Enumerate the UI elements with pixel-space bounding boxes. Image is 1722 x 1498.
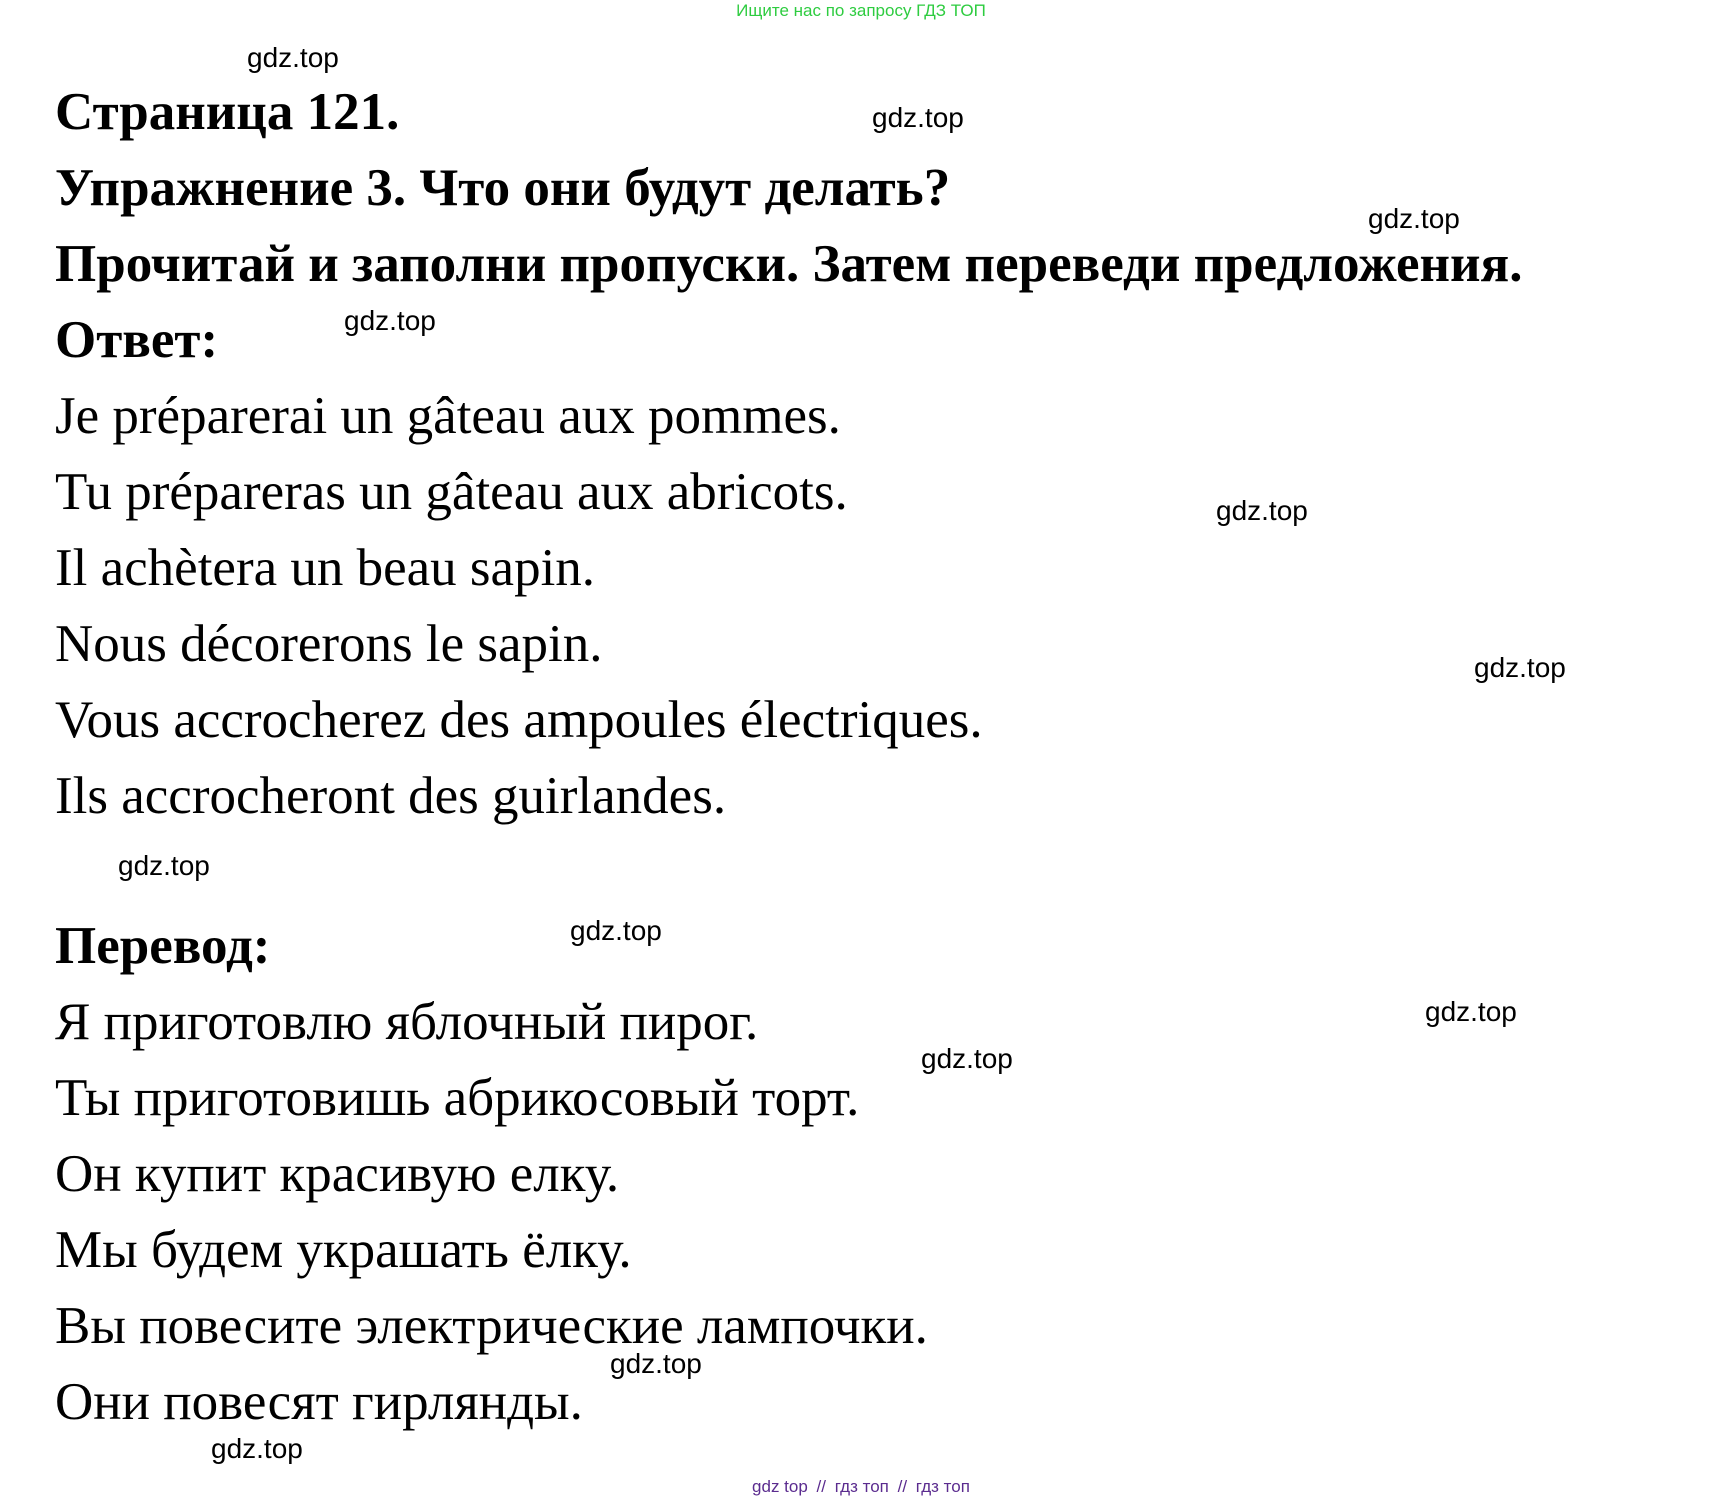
watermark: gdz.top bbox=[247, 42, 339, 73]
translation-label: Перевод: bbox=[55, 917, 271, 975]
translation-line: Я приготовлю яблочный пирог. bbox=[55, 993, 759, 1051]
answer-line: Ils accrocheront des guirlandes. bbox=[55, 767, 727, 825]
answer-line: Je préparerai un gâteau aux pommes. bbox=[55, 387, 841, 445]
footer-separator: // bbox=[897, 1477, 908, 1496]
footer-link[interactable]: gdz top bbox=[752, 1477, 808, 1496]
answer-line: Il achètera un beau sapin. bbox=[55, 539, 596, 597]
translation-line: Вы повесите электрические лампочки. bbox=[55, 1297, 928, 1355]
footer-links bbox=[0, 1477, 1722, 1497]
translation-line: Он купит красивую елку. bbox=[55, 1145, 620, 1203]
translation-line: Мы будем украшать ёлку. bbox=[55, 1221, 632, 1279]
watermark: gdz.top bbox=[921, 1043, 1013, 1074]
watermark: gdz.top bbox=[1368, 203, 1460, 234]
watermark: gdz.top bbox=[872, 102, 964, 133]
translation-line: Ты приготовишь абрикосовый торт. bbox=[55, 1069, 860, 1127]
watermark: gdz.top bbox=[211, 1433, 303, 1464]
footer-separator: // bbox=[816, 1477, 826, 1496]
page-title: Страница 121. bbox=[55, 83, 400, 141]
search-banner[interactable]: Ищите нас по запросу ГДЗ ТОП bbox=[736, 1, 986, 20]
watermark: gdz.top bbox=[344, 305, 436, 336]
translation-line: Они повесят гирлянды. bbox=[55, 1373, 583, 1431]
watermark: gdz.top bbox=[1216, 495, 1308, 526]
answer-line: Nous décorerons le sapin. bbox=[55, 615, 603, 673]
watermark: gdz.top bbox=[1425, 996, 1517, 1027]
watermark: gdz.top bbox=[118, 850, 210, 881]
answer-line: Vous accrocherez des ampoules électriques. bbox=[55, 691, 983, 749]
answer-line: Tu prépareras un gâteau aux abricots. bbox=[55, 463, 848, 521]
watermark: gdz.top bbox=[570, 915, 662, 946]
answer-label: Ответ: bbox=[55, 311, 219, 369]
watermark: gdz.top bbox=[610, 1348, 702, 1379]
footer-link[interactable]: гдз топ bbox=[915, 1477, 970, 1496]
exercise-title: Упражнение 3. Что они будут делать? bbox=[55, 159, 951, 217]
exercise-instruction: Прочитай и заполни пропуски. Затем переведи предложения. bbox=[55, 235, 1523, 293]
footer-link[interactable]: гдз топ bbox=[834, 1477, 889, 1496]
watermark: gdz.top bbox=[1474, 652, 1566, 683]
